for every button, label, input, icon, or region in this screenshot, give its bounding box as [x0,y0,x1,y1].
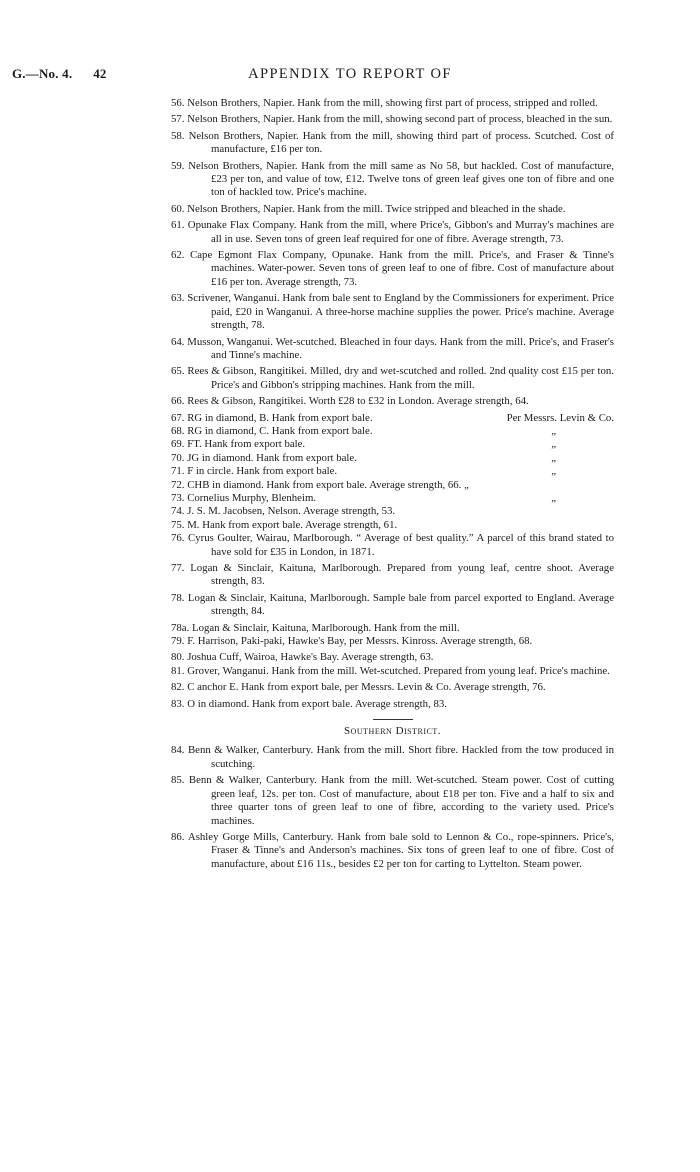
ditto-mark: „ [551,451,556,464]
entry-85: 85. Benn & Walker, Canterbury. Hank from the mill. Wet-scutched. Steam power. Cost of cutting green leaf, 12s. per ton. Cost of manufacture, about £18 per ton. Five and a half to six and three quarter tons of green leaf to one of fibre, according to the variety used. Price's machines. [171,774,615,827]
entry-70: 70. JG in diamond. Hank from export bale. „ [171,451,556,464]
entry-73: 73. Cornelius Murphy, Blenheim. „ [171,491,556,504]
entry-58: 58. Nelson Brothers, Napier. Hank from the mill, showing third part of process. Scutched. Cost of manufacture, £16 per ton. [171,129,615,156]
entry-78a: 78a. Logan & Sinclair, Kaituna, Marlborough. Hank from the mill. [171,621,460,634]
entry-66: 66. Rees & Gibson, Rangitikei. Worth £28 to £32 in London. Average strength, 64. [171,395,529,408]
entry-79: 79. F. Harrison, Paki-paki, Hawke's Bay, per Messrs. Kinross. Average strength, 68. [171,635,533,648]
entry-63: 63. Scrivener, Wanganui. Hank from bale sent to England by the Commissioners for experiment. Price paid, £20 in Wanganui. A three-horse machine supplies the power. Price's machine. Average strength, 78. [171,292,615,332]
entry-83: 83. O in diamond. Hank from export bale. Average strength, 83. [171,697,447,710]
entry-78: 78. Logan & Sinclair, Kaituna, Marlborough. Sample bale from parcel exported to England. Average strength, 84. [171,591,614,618]
entry-86: 86. Ashley Gorge Mills, Canterbury. Hank from bale sold to Lennon & Co., rope-spinners. Price's, Fraser & Tinne's and Anderson's machines. Six tons of green leaf to one of fibre. Cost of manufacture, about £16 11s., besides £2 per ton for carting to Lyttelton. Steam power. [171,830,614,870]
entry-75: 75. M. Hank from export bale. Average strength, 61. [171,518,398,531]
section-rule [373,719,413,720]
ditto-mark: „ [551,465,556,478]
entry-81: 81. Grover, Wanganui. Hank from the mill. Wet-scutched. Prepared from young leaf. Price's machine. [171,664,610,677]
entry-82: 82. C anchor E. Hank from export bale, per Messrs. Levin & Co. Average strength, 76. [171,681,546,694]
entry-59: 59. Nelson Brothers, Napier. Hank from the mill same as No 58, but hackled. Cost of manufacture, £23 per ton, and value of tow, £12. Twelve tons of green leaf gives one ton of fibre and one ton of hackled tow. Price's machine. [171,159,614,199]
entry-67-source: Per Messrs. Levin & Co. [506,411,614,424]
page-header [12,66,688,86]
entry-57: 57. Nelson Brothers, Napier. Hank from the mill, showing second part of process, bleached in the sun. [171,113,613,126]
entry-60: 60. Nelson Brothers, Napier. Hank from the mill. Twice stripped and bleached in the shade. [171,202,566,215]
entry-72: 72. CHB in diamond. Hank from export bale. Average strength, 66. „ [171,478,469,491]
entry-64: 64. Musson, Wanganui. Wet-scutched. Bleached in four days. Hank from the mill. Price's, and Fraser's and Tinne's machine. [171,335,614,361]
ditto-mark: „ [551,438,556,451]
ditto-mark: „ [551,491,556,504]
entry-67: 67. RG in diamond, B. Hank from export bale. Per Messrs. Levin & Co. [171,411,614,424]
entry-56: 56. Nelson Brothers, Napier. Hank from the mill, showing first part of process, stripped and rolled. [171,97,598,109]
entry-77: 77. Logan & Sinclair, Kaituna, Marlborough. Prepared from young leaf, centre shoot. Average strength, 83. [171,562,614,588]
entry-62: 62. Cape Egmont Flax Company, Opunake. Hank from the mill. Price's, and Fraser & Tinne's machines. Water-power. Seven tons of green leaf to one of fibre. Cost of manufacture about £16 per ton. Average strength, 73. [171,249,614,288]
entry-74: 74. J. S. M. Jacobsen, Nelson. Average strength, 53. [171,505,396,518]
entries-list [171,97,614,874]
header-page-number: 42 [93,66,107,81]
entry-69: 69. FT. Hank from export bale. „ [171,438,556,451]
ditto-mark: „ [551,424,556,437]
entry-76: 76. Cyrus Goulter, Wairau, Marlborough. “ Average of best quality.” A parcel of this brand stated to have sold for £35 in London, in 1871. [171,532,614,558]
entry-80: 80. Joshua Cuff, Wairoa, Hawke's Bay. Average strength, 63. [171,651,434,664]
entry-71: 71. F in circle. Hank from export bale. „ [171,465,556,478]
entry-61: 61. Opunake Flax Company. Hank from the mill, where Price's, Gibbon's and Murray's machines are all in use. Seven tons of green leaf required for one of fibre. Average strength, 73. [171,219,614,245]
header-series: G.—No. 4. [12,66,73,81]
entry-84: 84. Benn & Walker, Canterbury. Hank from the mill. Short fibre. Hackled from the tow produced in scutching. [171,744,614,770]
section-title: Southern District. [343,725,441,738]
header-title: APPENDIX TO REPORT OF [248,66,452,82]
entry-68: 68. RG in diamond, C. Hank from export bale. „ [171,424,556,437]
entry-65: 65. Rees & Gibson, Rangitikei. Milled, dry and wet-scutched and rolled. 2nd quality cost £15 per ton. Price's and Gibbon's stripping machines. Hank from the mill. [171,365,614,391]
section-heading [171,719,614,738]
